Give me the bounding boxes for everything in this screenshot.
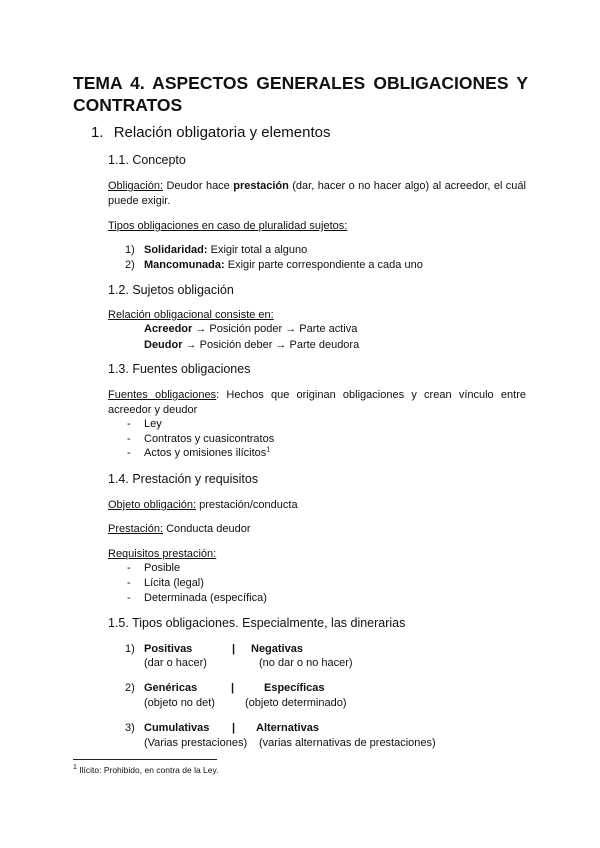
objeto-obligacion-line bbox=[108, 499, 298, 511]
list-number: 2) bbox=[125, 259, 135, 271]
requisito-posible: Posible bbox=[144, 562, 181, 574]
fuentes-label: Fuentes obligaciones bbox=[108, 389, 217, 401]
subsection-1-5-heading: 1.5. Tipos obligaciones. Especialmente, las dinerarias bbox=[108, 616, 406, 630]
cumulativas-desc: (Varias prestaciones) bbox=[144, 737, 248, 749]
subsection-1-3-heading: 1.3. Fuentes obligaciones bbox=[108, 362, 251, 376]
list-number: 1) bbox=[125, 244, 135, 256]
alternativas-desc: (varias alternativas de prestaciones) bbox=[259, 737, 436, 749]
list-item bbox=[127, 446, 271, 459]
genericas-desc: (objeto no det) bbox=[144, 697, 215, 709]
acreedor-term: Acreedor bbox=[144, 323, 193, 335]
separator: | bbox=[232, 643, 236, 655]
positivas-term: Positivas bbox=[144, 643, 193, 655]
solidaridad-text: Exigir total a alguno bbox=[207, 244, 308, 256]
document-title bbox=[73, 72, 528, 116]
list-item bbox=[125, 259, 423, 271]
list-item bbox=[127, 562, 181, 574]
relacion-obligacional-label: Relación obligacional consiste en: bbox=[108, 309, 274, 321]
subsection-1-1-heading: 1.1. Concepto bbox=[108, 153, 186, 167]
fuentes-text: : Hechos que originan obligaciones y crean vínculo entre bbox=[216, 389, 526, 401]
bullet: - bbox=[127, 562, 131, 574]
footnote-mark: 1 bbox=[73, 764, 77, 772]
tipos-pluralidad-label: Tipos obligaciones en caso de pluralidad sujetos: bbox=[108, 220, 348, 232]
section-1-title: Relación obligatoria y elementos bbox=[113, 124, 331, 141]
cumulativas-term: Cumulativas bbox=[144, 722, 210, 734]
bullet: - bbox=[127, 577, 131, 589]
genericas-term: Genéricas bbox=[144, 682, 198, 694]
fuentes-definition-line-2: acreedor y deudor bbox=[108, 404, 198, 416]
fuente-actos-ilicitos: Actos y omisiones ilícitos bbox=[144, 447, 267, 459]
list-number: 2) bbox=[125, 682, 135, 694]
obligacion-text-post: (dar, hacer o no hacer algo) al acreedor, el cuál bbox=[288, 180, 526, 192]
mancomunada-text: Exigir parte correspondiente a cada uno bbox=[224, 259, 423, 271]
deudor-text: → Posición deber → Parte deudora bbox=[182, 339, 360, 351]
bullet: - bbox=[127, 418, 131, 430]
footnote-text: Ilícito: Prohibido, en contra de la Ley. bbox=[76, 765, 219, 775]
list-number: 1) bbox=[125, 643, 135, 655]
fuente-contratos: Contratos y cuasicontratos bbox=[144, 433, 275, 445]
negativas-term: Negativas bbox=[251, 643, 303, 655]
footnote bbox=[73, 765, 219, 775]
negativas-desc: (no dar o no hacer) bbox=[259, 657, 353, 669]
bullet: - bbox=[127, 433, 131, 445]
especificas-term: Específicas bbox=[264, 682, 325, 694]
list-item bbox=[127, 592, 267, 604]
subsection-1-4-heading: 1.4. Prestación y requisitos bbox=[108, 472, 259, 486]
obligacion-definition-line-1 bbox=[108, 180, 526, 192]
deudor-term: Deudor bbox=[144, 339, 183, 351]
list-item bbox=[127, 418, 162, 430]
section-1-heading bbox=[91, 124, 330, 141]
deudor-line bbox=[144, 339, 359, 351]
prestacion-term: prestación bbox=[233, 180, 289, 192]
solidaridad-term: Solidaridad: bbox=[144, 244, 208, 256]
acreedor-line bbox=[144, 323, 357, 335]
separator: | bbox=[231, 682, 235, 694]
requisitos-label: Requisitos prestación: bbox=[108, 548, 217, 560]
especificas-desc: (objeto determinado) bbox=[245, 697, 347, 709]
prestacion-text: Conducta deudor bbox=[163, 523, 251, 535]
bullet: - bbox=[127, 592, 131, 604]
prestacion-label: Prestación: bbox=[108, 523, 164, 535]
separator: | bbox=[232, 722, 236, 734]
objeto-label: Objeto obligación: bbox=[108, 499, 197, 511]
obligacion-definition-line-2: puede exigir. bbox=[108, 195, 171, 207]
obligacion-label: Obligación: bbox=[108, 180, 164, 192]
prestacion-line bbox=[108, 523, 250, 535]
footnote-reference[interactable]: 1 bbox=[266, 446, 271, 454]
title-line-1: TEMA 4. ASPECTOS GENERALES OBLIGACIONES Y bbox=[73, 73, 528, 93]
fuentes-definition-line-1 bbox=[108, 389, 526, 401]
list-item bbox=[125, 244, 308, 256]
footnote-divider bbox=[73, 759, 217, 760]
obligacion-text-pre: Deudor hace bbox=[163, 180, 234, 192]
requisito-licita: Lícita (legal) bbox=[144, 577, 204, 589]
list-item bbox=[127, 433, 275, 445]
mancomunada-term: Mancomunada: bbox=[144, 259, 225, 271]
section-1-number: 1. bbox=[91, 124, 104, 141]
bullet: - bbox=[127, 447, 131, 459]
list-number: 3) bbox=[125, 722, 135, 734]
list-item bbox=[127, 577, 204, 589]
acreedor-text: → Posición poder → Parte activa bbox=[192, 323, 358, 335]
fuente-ley: Ley bbox=[144, 418, 162, 430]
title-line-2: CONTRATOS bbox=[73, 95, 183, 115]
objeto-text: prestación/conducta bbox=[196, 499, 298, 511]
alternativas-term: Alternativas bbox=[256, 722, 319, 734]
positivas-desc: (dar o hacer) bbox=[144, 657, 207, 669]
requisito-determinada: Determinada (específica) bbox=[144, 592, 267, 604]
subsection-1-2-heading: 1.2. Sujetos obligación bbox=[108, 283, 234, 297]
